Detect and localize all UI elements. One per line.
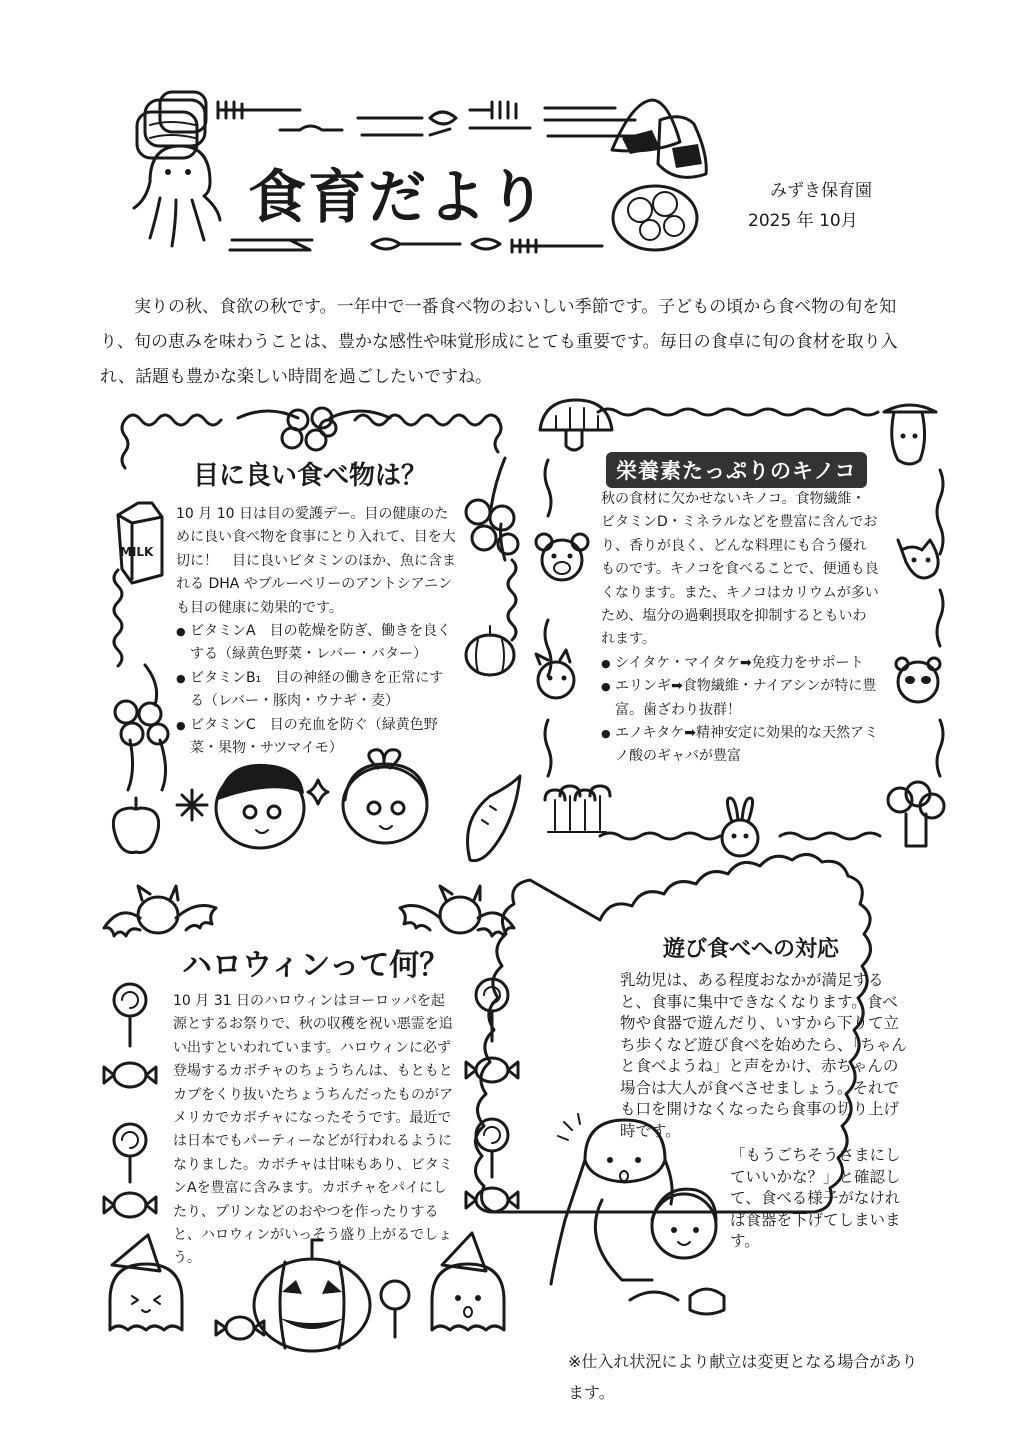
page-title: 食育だより: [248, 163, 549, 231]
issue-date: 2025 年 10月: [748, 211, 858, 231]
kinoko-section-text: 秋の食材に欠かせないキノコ。食物繊維・ビタミンD・ミネラルなどを豊富に含んでおり、香りが良く、どんな料理にも合う優れものです。キノコを食べることで、便通も良くなります。また、キノコはカリウムが多いため、塩分の過剰摂取を抑制するともいわれます。: [601, 491, 879, 648]
list-item: ● エノキタケ➡精神安定に効果的な天然アミノ酸のギャバが豊富: [601, 722, 879, 769]
footer-note: ※仕入れ状況により献立は変更となる場合があります。: [568, 1352, 918, 1402]
list-item: ● ビタミンA 目の乾燥を防ぎ、働きを良くする（緑黄色野菜・レバー・バター）: [176, 620, 456, 667]
asobi-section-text: 乳幼児は、ある程度おなかが満足すると、食事に集中できなくなります。食べ物や食器で遊んだり、いすから下りて立ち歩くなど遊び食べを始めたら、「ちゃんと食べようね」と声をかけ、赤ちゃんの場合は大人が食べさせましょう。それでも口を開けなくなったら食事の切り上げ時です。: [620, 971, 907, 1140]
mother-child-icon: [551, 1114, 724, 1314]
eye-section-title: 目に良い食べ物は？: [193, 461, 428, 491]
asobi-section-text-2: 「もうごちそうさまにしていいかな？」と確認して、食べる様子がなければ食器を下げてしまいます。: [730, 1146, 901, 1250]
halloween-section-title: ハロウィンって何？: [182, 948, 450, 983]
asobi-section-title: 遊び食べへの対応: [663, 937, 840, 962]
organization-name: みずき保育園: [770, 181, 872, 201]
list-item: ● ビタミンC 目の充血を防ぐ（緑黄色野菜・果物・サツマイモ）: [176, 714, 456, 761]
milk-label: MILK: [120, 545, 154, 559]
list-item: ● ビタミンB₁ 目の神経の働きを正常にする（レバー・豚肉・ウナギ・麦）: [176, 667, 456, 714]
eye-section-text: 10 月 10 日は目の愛護デー。目の健康のために良い食べ物を食事にとり入れて、目を大切に！ 目に良いビタミンのほか、魚に含まれる DHA やブルーベリーのアントシアニンも目の健康に効果的です。: [176, 506, 456, 616]
list-item: ● シイタケ・マイタケ➡免疫力をサポート: [601, 652, 879, 675]
halloween-section-text: 10 月 31 日のハロウィンはヨーロッパを起源とするお祭りで、秋の収穫を祝い悪霊を追い出すといわれています。ハロウィンに必ず登場するカボチャのちょうちんは、もともとカブをくり抜いたちょうちんだったものがアメリカでカボチャになったそうです。最近では日本でもパーティーなどが行われるようになりました。カボチャは甘味もあり、ビタミンAを豊富に含みます。カボチャをパイにしたり、プリンなどのおやつを作ったりすると、ハロウィンがいっそう盛り上がるでしょう。: [173, 993, 453, 1267]
intro-text: 実りの秋、食欲の秋です。一年中で一番食べ物のおいしい季節です。子どもの頃から食べ物の旬を知り、旬の恵みを味わうことは、豊かな感性や味覚形成にとても重要です。毎日の食卓に旬の食材を取り入れ、話題も豊かな楽しい時間を過ごしたいですね。: [100, 297, 898, 387]
list-item: ● エリンギ➡食物繊維・ナイアシンが特に豊富。歯ざわり抜群！: [601, 675, 879, 722]
kinoko-section-title: 栄養素たっぷりのキノコ: [606, 452, 867, 488]
